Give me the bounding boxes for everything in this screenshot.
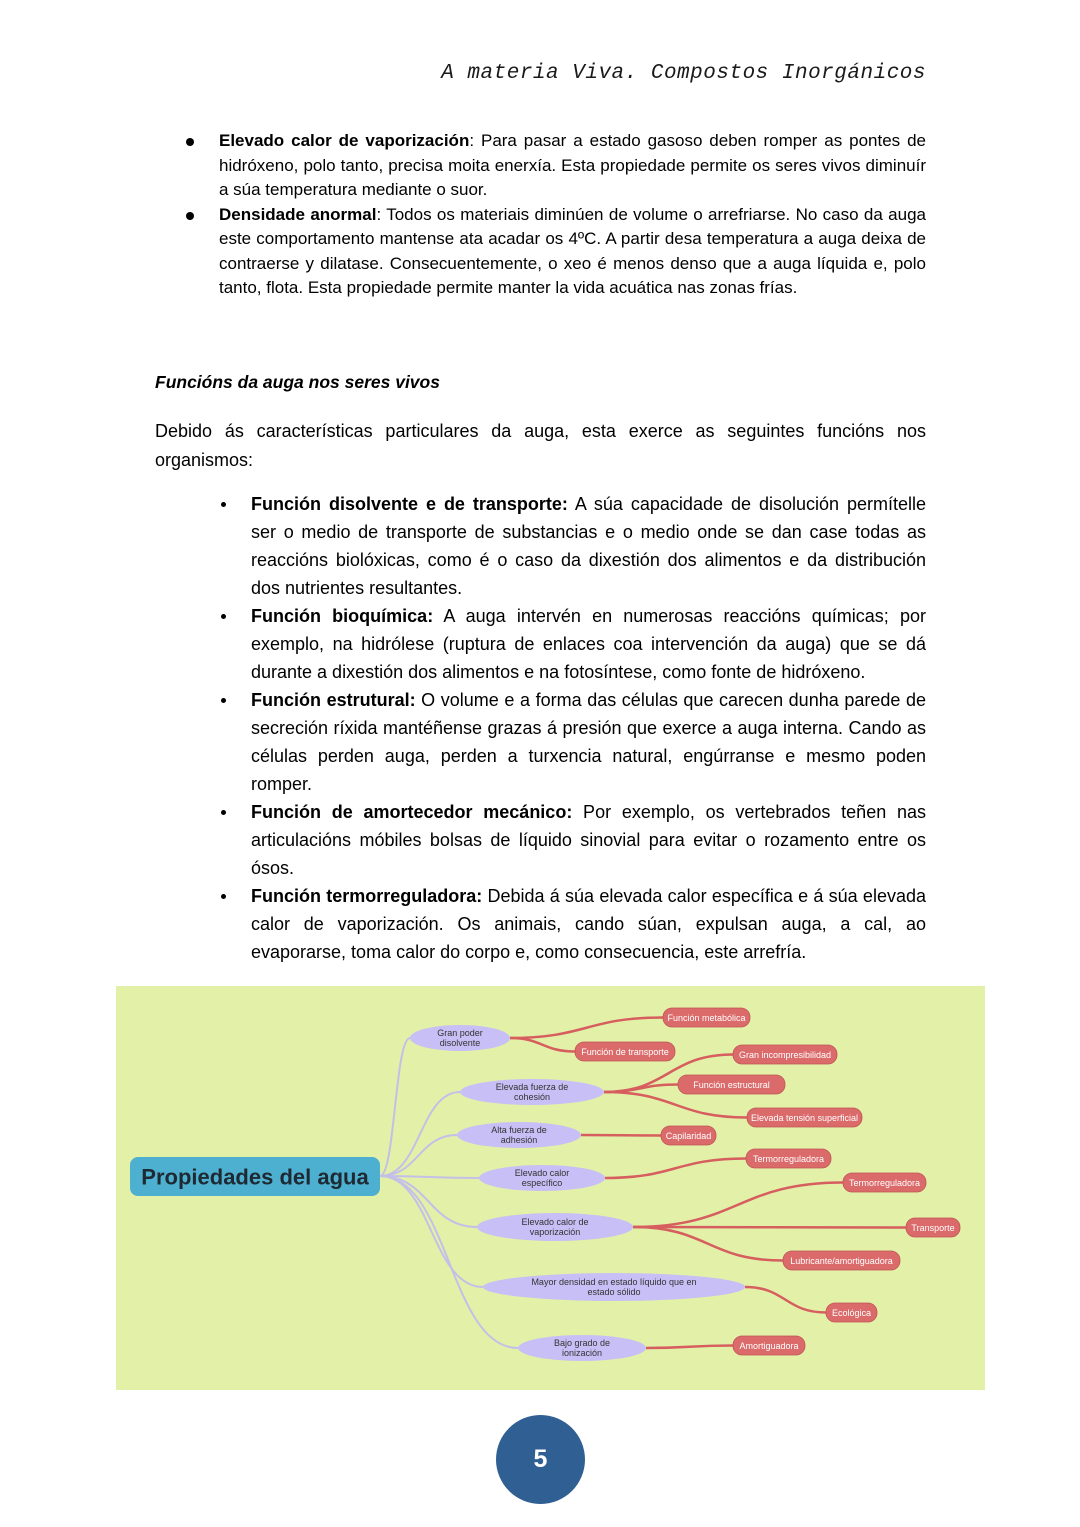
property-function-link xyxy=(510,1038,575,1052)
property-text: : Para pasar a estado gasoso deben romper as pontes de hidróxeno, polo tanto, precisa moita enerxía. Esta propiedade permite os seres vivos diminuír a súa temperatura mediante o suor. xyxy=(219,131,926,199)
property-label-line: Bajo grado de xyxy=(553,1338,611,1348)
property-label-line: adhesión xyxy=(500,1135,538,1145)
property-function-link xyxy=(633,1183,843,1228)
section-intro: Debido ás características particulares da auga, esta exerce as seguintes funcións nos organismos: xyxy=(155,421,926,470)
function-term: Función de amortecedor mecánico: xyxy=(251,802,573,822)
section-title: Funcións da auga nos seres vivos xyxy=(155,372,440,392)
function-node-label: Lubricante/amortiguadora xyxy=(790,1256,893,1266)
list-item xyxy=(155,686,926,798)
property-label-line: Alta fuerza de xyxy=(491,1125,547,1135)
function-term: Función bioquímica: xyxy=(251,606,434,626)
bullet-icon xyxy=(186,212,194,220)
function-node-label: Función de transporte xyxy=(581,1047,669,1057)
function-node-label: Gran incompresibilidad xyxy=(738,1050,832,1060)
property-term: Elevado calor de vaporización xyxy=(219,131,470,150)
property-label-line: estado sólido xyxy=(587,1287,641,1297)
property-label-line: ionización xyxy=(561,1348,603,1358)
property-function-link xyxy=(510,1018,663,1039)
list-item xyxy=(155,602,926,686)
functions-list xyxy=(155,490,926,966)
property-node-label xyxy=(515,1168,570,1188)
function-term: Función estrutural: xyxy=(251,690,416,710)
property-function-link xyxy=(604,1092,747,1118)
property-label-line: disolvente xyxy=(439,1038,481,1048)
property-node-label xyxy=(437,1028,483,1048)
property-label-line: cohesión xyxy=(513,1092,551,1102)
property-function-link xyxy=(745,1287,826,1313)
function-term: Función disolvente e de transporte: xyxy=(251,494,568,514)
bullet-icon xyxy=(221,698,226,703)
bullet-icon xyxy=(221,894,226,899)
function-node-label: Termorreguladora xyxy=(752,1154,825,1164)
mind-map-canvas xyxy=(116,986,985,1390)
bullet-icon xyxy=(221,502,226,507)
property-function-link xyxy=(646,1346,733,1349)
function-node-label: Amortiguadora xyxy=(739,1341,799,1351)
bullet-icon xyxy=(186,138,194,146)
property-label-line: Gran poder xyxy=(437,1028,483,1038)
root-property-link xyxy=(380,1176,483,1287)
running-header: A materia Viva. Compostos Inorgánicos xyxy=(441,62,926,85)
list-item xyxy=(155,203,926,301)
property-label-line: Mayor densidad en estado líquido que en xyxy=(531,1277,697,1287)
property-node-label xyxy=(554,1338,610,1358)
list-item xyxy=(155,798,926,882)
function-node-label: Función estructural xyxy=(693,1080,770,1090)
list-item xyxy=(155,129,926,203)
root-property-link xyxy=(380,1176,477,1227)
property-label-line: Elevado calor xyxy=(514,1168,570,1178)
function-text: Por exemplo, os vertebrados teñen nas articulacións móbiles bolsas de líquido sinovial para evitar o rozamento entre os ósos. xyxy=(251,802,926,878)
function-text: A auga intervén en numerosas reaccións químicas; por exemplo, na hidrólese (ruptura de enlaces coa intervención da auga) que se dá durante a dixestión dos alimentos e na fotosíntese, como fonte de hidróxeno. xyxy=(251,606,926,682)
function-text: A súa capacidade de disolución permítelle ser o medio de transporte de substancias e o medio onde se dan case todas as reaccións biolóxicas, como é o caso da dixestión dos alimentos e da distribución dos nutrientes resultantes. xyxy=(251,494,926,598)
property-function-link xyxy=(633,1227,783,1261)
function-text: Debida á súa elevada calor específica e á súa elevada calor de vaporización. Os animais, cando súan, expulsan auga, a cal, ao evaporarse, toma calor do corpo e, como consecuencia, este arrefría. xyxy=(251,886,926,962)
property-label-line: Elevado calor de xyxy=(521,1217,589,1227)
root-property-link xyxy=(380,1038,410,1176)
function-node-label: Elevada tensión superficial xyxy=(750,1113,859,1123)
property-node-label xyxy=(521,1217,588,1237)
mind-map xyxy=(116,986,985,1390)
property-label-line: específico xyxy=(521,1178,563,1188)
property-label-line: Elevada fuerza de xyxy=(495,1082,569,1092)
function-node-label: Termorreguladora xyxy=(848,1178,921,1188)
page-number: 5 xyxy=(496,1415,585,1504)
function-node-label: Transporte xyxy=(911,1223,955,1233)
bullet-icon xyxy=(221,810,226,815)
root-node-label: Propiedades del agua xyxy=(141,1164,369,1190)
property-function-link xyxy=(633,1227,906,1228)
property-text: : Todos os materiais diminúen de volume o arrefriarse. No caso da auga este comportamento mantense ata acadar os 4ºC. A partir desa temperatura a auga deixa de contraerse y dilatase. Consecuentemente, o xeo é menos denso que a auga líquida e, polo tanto, flota. Esta propiedade permite manter la vida acuática nas zonas frías. xyxy=(219,204,926,297)
list-item xyxy=(155,882,926,966)
function-node-label: Capilaridad xyxy=(665,1131,712,1141)
property-function-link xyxy=(605,1159,746,1179)
mind-map-nodes xyxy=(130,1008,960,1361)
properties-list xyxy=(155,129,926,301)
list-item xyxy=(155,490,926,602)
property-term: Densidade anormal xyxy=(219,204,377,224)
root-property-link xyxy=(380,1176,518,1348)
function-node-label: Ecológica xyxy=(831,1308,872,1318)
property-label-line: vaporización xyxy=(529,1227,581,1237)
bullet-icon xyxy=(221,614,226,619)
function-text: O volume e a forma das células que carecen dunha parede de secreción ríxida mantéñense grazas á presión que exerce a auga interna. Cando as células perden auga, perden a turxencia natural, engúrranse e mesmo poden romper. xyxy=(251,690,926,794)
function-node-label: Función metabólica xyxy=(667,1013,746,1023)
function-term: Función termorreguladora: xyxy=(251,886,483,906)
property-function-link xyxy=(581,1135,661,1136)
